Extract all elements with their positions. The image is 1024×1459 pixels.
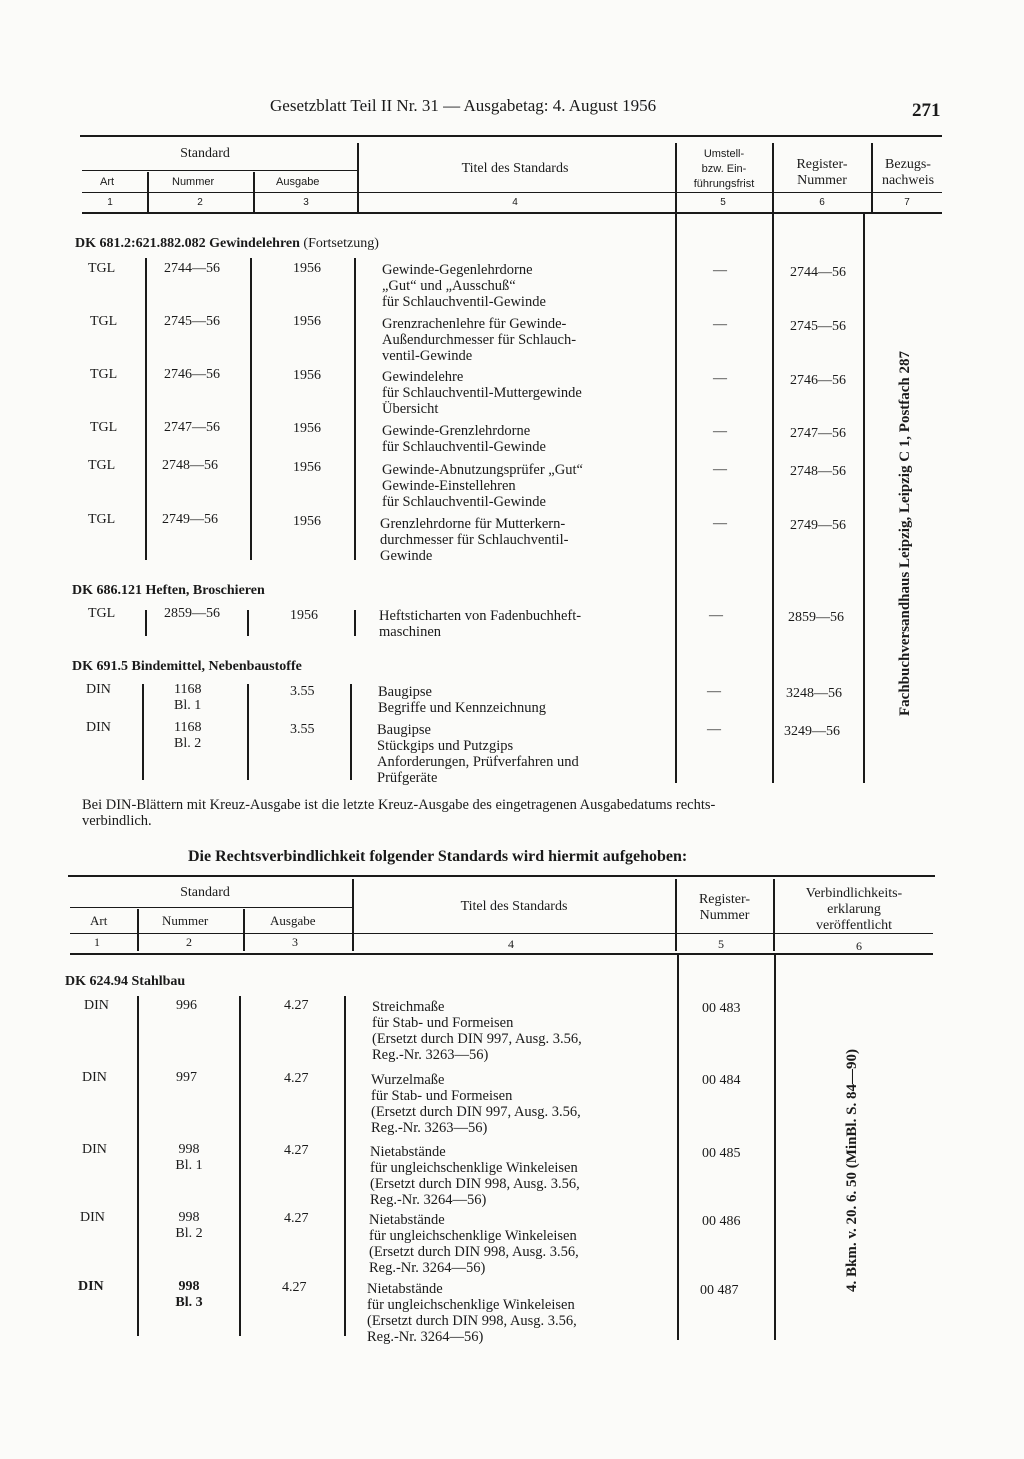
- titel-line: durchmesser für Schlauchventil-: [380, 532, 569, 548]
- cell-ausgabe: 1956: [293, 421, 321, 436]
- t2-header-verbindlich: [775, 886, 933, 934]
- cell-frist: —: [713, 424, 727, 439]
- cell-art: TGL: [90, 420, 118, 435]
- cell-ausgabe: 4.27: [284, 1143, 309, 1158]
- titel-line: Anforderungen, Prüfverfahren und: [377, 754, 579, 770]
- titel-line: Reg.-Nr. 3263—56): [371, 1120, 488, 1136]
- cell-titel: [372, 999, 582, 1063]
- titel-line: Nietabstände: [370, 1144, 446, 1160]
- cell-register: 2749—56: [790, 518, 846, 533]
- col-number: 3: [292, 935, 298, 949]
- titel-line: Begriffe und Kennzeichnung: [378, 700, 547, 716]
- cell-nummer: [174, 1279, 204, 1311]
- t2-header-nummer: Nummer: [162, 913, 209, 928]
- titel-line: maschinen: [379, 624, 442, 640]
- titel-line: Nietabstände: [367, 1281, 443, 1297]
- header-titel: Titel des Standards: [461, 161, 569, 176]
- cell-art: DIN: [84, 998, 109, 1013]
- cell-ausgabe: 4.27: [284, 998, 309, 1013]
- header-verbindlich-line: erklarung: [827, 902, 881, 917]
- header-umstell-line: bzw. Ein-: [701, 163, 747, 175]
- titel-line: für Schlauchventil-Gewinde: [382, 439, 546, 455]
- cell-art: DIN: [86, 720, 111, 735]
- section-code: DK 624.94: [65, 974, 128, 989]
- cell-ausgabe: 1956: [293, 314, 321, 329]
- cell-ausgabe: 3.55: [290, 722, 315, 737]
- cell-art: DIN: [82, 1070, 107, 1085]
- table2-heading: Die Rechtsverbindlichkeit folgender Standards wird hiermit aufgehoben:: [188, 848, 688, 865]
- bezugsnachweis-text: Fachbuchversandhaus Leipzig, Leipzig C 1, Postfach 287: [897, 350, 913, 716]
- cell-ausgabe: 4.27: [282, 1280, 307, 1295]
- titel-line: für ungleichschenklige Winkeleisen: [370, 1160, 578, 1176]
- titel-line: für Schlauchventil-Gewinde: [382, 494, 546, 510]
- header-umstell-line: führungsfrist: [693, 178, 755, 190]
- cell-nummer: [174, 720, 201, 752]
- titel-line: Streichmaße: [372, 999, 445, 1015]
- cell-frist: —: [707, 722, 721, 737]
- titel-line: Nietabstände: [369, 1212, 445, 1228]
- cell-titel: [382, 262, 546, 310]
- nummer-line: 998: [178, 1210, 200, 1225]
- cell-register: 00 485: [702, 1146, 741, 1161]
- cell-register: 3249—56: [784, 724, 840, 739]
- nummer-line: Bl. 2: [175, 1226, 203, 1241]
- nummer-line: Bl. 2: [174, 736, 202, 751]
- col-number: 2: [197, 197, 203, 208]
- section-name: Gewindelehren: [209, 236, 300, 251]
- col-number: 4: [508, 937, 514, 951]
- header-register-line: Register-: [698, 892, 751, 907]
- cell-art: TGL: [88, 606, 116, 621]
- cell-art: TGL: [88, 458, 116, 473]
- nummer-line: 1168: [174, 682, 202, 697]
- cell-frist: —: [707, 684, 721, 699]
- nummer-line: 998: [178, 1279, 200, 1294]
- col-number: 1: [107, 197, 113, 208]
- cell-register: 3248—56: [786, 686, 842, 701]
- cell-nummer: 2749—56: [162, 512, 218, 527]
- header-bezug-line: nachweis: [881, 173, 935, 188]
- cell-ausgabe: 1956: [293, 460, 321, 475]
- cell-titel: [382, 316, 576, 364]
- t2-header-register: [676, 892, 773, 924]
- section-heading: [65, 974, 185, 990]
- titel-line: Gewindelehre: [382, 369, 464, 385]
- header-art: Art: [100, 176, 115, 188]
- header-umstell: [676, 147, 772, 192]
- verbindlich-text: 4. Bkm. v. 20. 6. 50 (MinBl. S. 84—90): [844, 1049, 860, 1292]
- cell-titel: [371, 1072, 581, 1136]
- t2-header-ausgabe: Ausgabe: [270, 913, 316, 928]
- titel-line: Grenzlehrdorne für Mutterkern-: [380, 516, 566, 532]
- cell-nummer: 2859—56: [164, 606, 220, 621]
- cell-ausgabe: 1956: [293, 261, 321, 276]
- cell-nummer: 997: [176, 1070, 197, 1085]
- cell-titel: [382, 462, 583, 510]
- col-number: 5: [718, 937, 724, 951]
- col-number: 4: [512, 197, 518, 208]
- header-register: [773, 157, 871, 189]
- cell-nummer: [174, 682, 201, 714]
- section-code: DK 686.121: [72, 583, 142, 598]
- t2-header-art: Art: [90, 913, 108, 928]
- cell-register: 00 486: [702, 1214, 741, 1229]
- col-number: 2: [186, 935, 192, 949]
- cell-register: 00 483: [702, 1001, 741, 1016]
- section-code: DK 681.2:621.882.082: [75, 236, 206, 251]
- nummer-line: 998: [178, 1142, 200, 1157]
- titel-line: Außendurchmesser für Schlauch-: [382, 332, 577, 348]
- cell-register: 2746—56: [790, 373, 846, 388]
- cell-art: DIN: [80, 1210, 105, 1225]
- footnote-line: verbindlich.: [82, 813, 152, 829]
- titel-line: Übersicht: [382, 401, 439, 417]
- header-nummer: Nummer: [172, 176, 215, 188]
- header-umstell-line: Umstell-: [703, 148, 745, 160]
- cell-register: 00 484: [702, 1073, 741, 1088]
- cell-frist: —: [713, 317, 727, 332]
- section-name: Bindemittel, Nebenbaustoffe: [131, 659, 302, 674]
- header-bezug-line: Bezugs-: [885, 157, 931, 172]
- titel-line: (Ersetzt durch DIN 997, Ausg. 3.56,: [372, 1031, 582, 1047]
- nummer-line: Bl. 1: [174, 698, 202, 713]
- page-number: 271: [912, 100, 941, 121]
- t2-header-titel: Titel des Standards: [460, 899, 568, 914]
- header-verbindlich-line: Verbindlichkeits-: [805, 886, 903, 901]
- cell-frist: —: [713, 516, 727, 531]
- titel-line: Gewinde-Grenzlehrdorne: [382, 423, 531, 439]
- section-heading: [75, 236, 379, 252]
- cell-titel: [377, 722, 579, 786]
- titel-line: „Gut“ und „Ausschuß“: [382, 278, 516, 294]
- footnote-line: Bei DIN-Blättern mit Kreuz-Ausgabe ist die letzte Kreuz-Ausgabe des eingetragenen Ausgabedatums rechts-: [82, 797, 716, 813]
- cell-register: 2747—56: [790, 426, 846, 441]
- header-bezug: [872, 157, 944, 189]
- section-heading: [72, 659, 302, 675]
- cell-ausgabe: 1956: [290, 608, 318, 623]
- cell-register: 2859—56: [788, 610, 844, 625]
- nummer-line: Bl. 1: [175, 1158, 203, 1173]
- cell-titel: [380, 516, 568, 564]
- titel-line: Reg.-Nr. 3263—56): [372, 1047, 489, 1063]
- titel-line: Gewinde-Abnutzungsprüfer „Gut“: [382, 462, 583, 478]
- col-number: 6: [819, 197, 825, 208]
- titel-line: Gewinde: [380, 548, 433, 564]
- titel-line: Heftsticharten von Fadenbuchheft-: [379, 608, 582, 624]
- titel-line: (Ersetzt durch DIN 998, Ausg. 3.56,: [369, 1244, 579, 1260]
- section-suffix: (Fortsetzung): [303, 236, 379, 251]
- cell-register: 2745—56: [790, 319, 846, 334]
- footnote: [82, 797, 942, 829]
- section-code: DK 691.5: [72, 659, 128, 674]
- cell-register: 00 487: [700, 1283, 739, 1298]
- titel-line: ventil-Gewinde: [382, 348, 473, 364]
- cell-frist: —: [709, 608, 723, 623]
- header-register-line: Register-: [796, 157, 848, 172]
- titel-line: (Ersetzt durch DIN 998, Ausg. 3.56,: [370, 1176, 580, 1192]
- titel-line: für ungleichschenklige Winkeleisen: [369, 1228, 577, 1244]
- col-number: 3: [303, 197, 309, 208]
- titel-line: Wurzelmaße: [371, 1072, 445, 1088]
- cell-ausgabe: 1956: [293, 368, 321, 383]
- t2-header-standard: Standard: [180, 885, 230, 900]
- titel-line: Prüfgeräte: [377, 770, 438, 786]
- col-number: 1: [94, 935, 100, 949]
- cell-titel: [367, 1281, 577, 1345]
- titel-line: Gewinde-Gegenlehrdorne: [382, 262, 533, 278]
- cell-art: TGL: [88, 261, 116, 276]
- cell-ausgabe: 3.55: [290, 684, 315, 699]
- titel-line: Reg.-Nr. 3264—56): [369, 1260, 486, 1276]
- titel-line: Baugipse: [377, 722, 431, 738]
- cell-titel: [369, 1212, 579, 1276]
- cell-art: DIN: [82, 1142, 107, 1157]
- nummer-line: Bl. 3: [175, 1295, 203, 1310]
- cell-nummer: 996: [176, 998, 197, 1013]
- cell-art: TGL: [90, 314, 118, 329]
- cell-register: 2744—56: [790, 265, 846, 280]
- titel-line: Stückgips und Putzgips: [377, 738, 514, 754]
- cell-nummer: [174, 1142, 204, 1174]
- cell-frist: —: [713, 371, 727, 386]
- titel-line: für Schlauchventil-Muttergewinde: [382, 385, 582, 401]
- cell-nummer: 2748—56: [162, 458, 218, 473]
- header-register-line: Nummer: [797, 173, 847, 188]
- cell-titel: [382, 369, 582, 417]
- section-name: Heften, Broschieren: [145, 583, 265, 598]
- header-verbindlich-line: veröffentlicht: [816, 918, 892, 933]
- cell-titel: [379, 608, 581, 640]
- cell-art: DIN: [78, 1279, 104, 1294]
- titel-line: für ungleichschenklige Winkeleisen: [367, 1297, 575, 1313]
- cell-nummer: 2745—56: [164, 314, 220, 329]
- col-number: 6: [856, 939, 862, 953]
- nummer-line: 1168: [174, 720, 202, 735]
- titel-line: für Stab- und Formeisen: [371, 1088, 513, 1104]
- cell-art: TGL: [88, 512, 116, 527]
- titel-line: (Ersetzt durch DIN 998, Ausg. 3.56,: [367, 1313, 577, 1329]
- col-number: 5: [720, 197, 726, 208]
- cell-nummer: 2744—56: [164, 261, 220, 276]
- titel-line: Gewinde-Einstellehren: [382, 478, 516, 494]
- col-number: 7: [904, 197, 910, 208]
- section-name: Stahlbau: [131, 974, 186, 989]
- titel-line: Grenzrachenlehre für Gewinde-: [382, 316, 567, 332]
- section-heading: [72, 583, 265, 599]
- titel-line: Baugipse: [378, 684, 432, 700]
- cell-titel: [378, 684, 546, 716]
- running-title: Gesetzblatt Teil II Nr. 31 — Ausgabetag: 4. August 1956: [270, 96, 657, 115]
- header-register-line: Nummer: [699, 908, 750, 923]
- titel-line: Reg.-Nr. 3264—56): [367, 1329, 484, 1345]
- titel-line: für Stab- und Formeisen: [372, 1015, 514, 1031]
- cell-nummer: [174, 1210, 204, 1242]
- cell-nummer: 2746—56: [164, 367, 220, 382]
- cell-nummer: 2747—56: [164, 420, 220, 435]
- cell-ausgabe: 4.27: [284, 1071, 309, 1086]
- cell-register: 2748—56: [790, 464, 846, 479]
- cell-art: TGL: [90, 367, 118, 382]
- titel-line: für Schlauchventil-Gewinde: [382, 294, 546, 310]
- cell-frist: —: [713, 263, 727, 278]
- cell-ausgabe: 1956: [293, 514, 321, 529]
- cell-titel: [382, 423, 546, 455]
- titel-line: Reg.-Nr. 3264—56): [370, 1192, 487, 1208]
- cell-ausgabe: 4.27: [284, 1211, 309, 1226]
- header-ausgabe: Ausgabe: [276, 176, 320, 188]
- cell-titel: [370, 1144, 580, 1208]
- titel-line: (Ersetzt durch DIN 997, Ausg. 3.56,: [371, 1104, 581, 1120]
- cell-frist: —: [713, 462, 727, 477]
- cell-art: DIN: [86, 682, 111, 697]
- header-standard: Standard: [180, 146, 230, 161]
